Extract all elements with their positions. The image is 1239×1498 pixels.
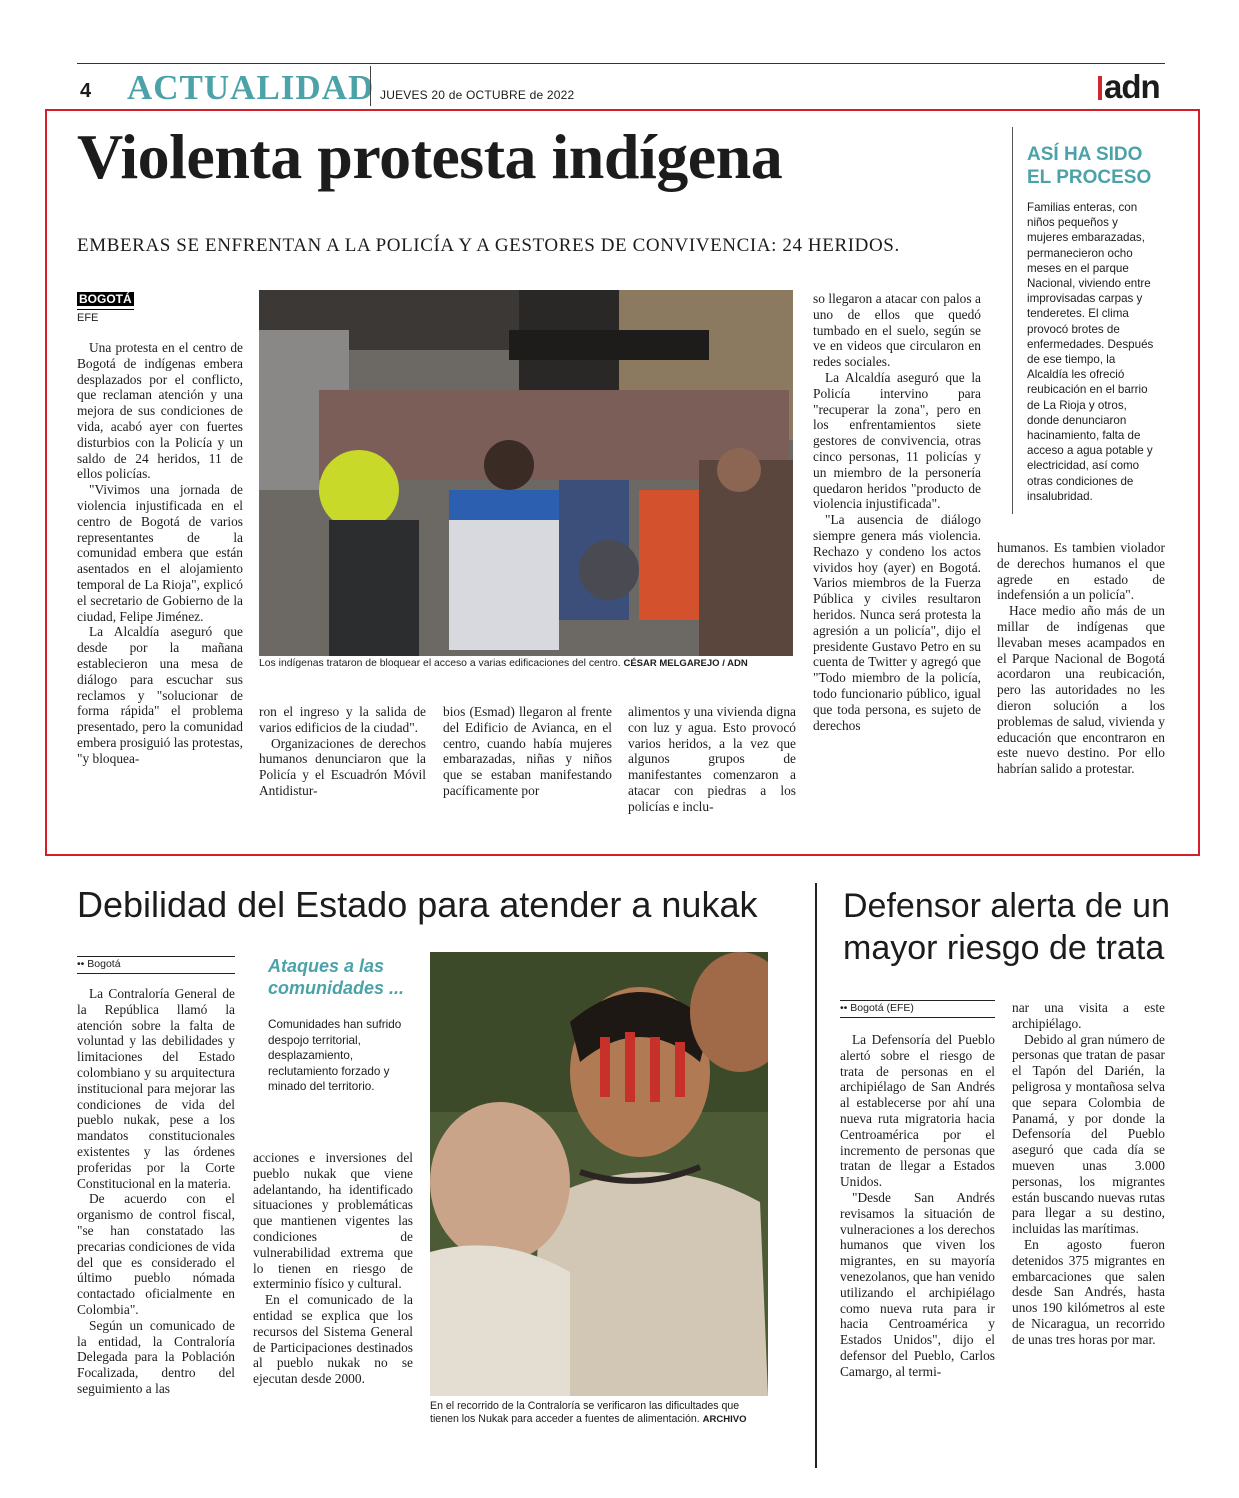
- lead-column-1: [77, 340, 243, 767]
- lead-column-4: [628, 704, 796, 815]
- photo-caption-text: Los indígenas trataron de bloquear el acceso a varias edificaciones del centro.: [259, 658, 621, 669]
- paragraph: "Desde San Andrés revisamos la situación de vulneraciones a los derechos humanos que viven los migrantes, en su mayoría venezolanos, que han venido utilizando el archipiélago como nueva ruta para ir hacia Centroamérica y Estados Unidos", dijo el defensor del Pueblo, Carlos Camargo, al termi-: [840, 1189, 995, 1379]
- story2-rule-bottom: [77, 973, 235, 974]
- story2-byline-text: Bogotá: [87, 958, 121, 970]
- nukak-caption-text: En el recorrido de la Contraloría se verificaron las dificultades que tienen los Nukak para acceder a fuentes de alimentación.: [430, 1400, 740, 1425]
- lead-column-5: [813, 291, 981, 733]
- story3-byline-text: Bogotá (EFE): [850, 1002, 914, 1014]
- story2-sidebar-body: Comunidades han sufrido despojo territorial, desplazamiento, reclutamiento forzado y minado del territorio.: [268, 1018, 402, 1093]
- story3-rule: [840, 1000, 995, 1001]
- paragraph: bios (Esmad) llegaron al frente del Edificio de Avianca, en el centro, cuando había mujeres embarazadas, niñas y niños que se estaban manifestando pacíficamente por: [443, 704, 612, 798]
- story3-column-1: [840, 1032, 995, 1380]
- story3-headline: Defensor alerta de un mayor riesgo de trata: [843, 887, 1170, 967]
- paragraph: La Defensoría del Pueblo alertó sobre el riesgo de trata de personas en el archipiélago de San Andrés al establecerse por ahí una nueva ruta migratoria hacia Centroamérica por el incremento de personas que tratan de llegar a Estados Unidos.: [840, 1032, 995, 1190]
- nukak-credit: ARCHIVO: [702, 1414, 747, 1425]
- byline: EFE: [77, 312, 99, 324]
- paragraph: La Alcaldía aseguró que la Policía intervino para "recuperar la zona", pero en los enfrentamientos siete gestores de convivencia, otras cinco personas, 11 policías y un miembro de la personería quedaron heridos "producto de violencia injustificada".: [813, 369, 981, 512]
- lead-column-6: [997, 540, 1165, 777]
- kicker-rule: [77, 309, 134, 310]
- story2-headline: Debilidad del Estado para atender a nukak: [77, 884, 758, 925]
- paragraph: Una protesta en el centro de Bogotá de indígenas embera desplazados por el conflicto, que reclaman atención y una mejora de sus condiciones de vida, acabó ayer con fuertes disturbios con la Policía y un saldo de 24 heridos, 11 de ellos policías.: [77, 340, 243, 482]
- story2-byline: •• Bogotá: [77, 958, 121, 970]
- paragraph: Debido al gran número de personas que tratan de pasar el Tapón del Darién, la peligrosa y montañosa selva que separa Colombia de Panamá, y por donde la Defensoría del Pueblo aseguró que cada día se mueven unas 3.000 personas, los migrantes están buscando nuevas rutas para llegar a su destino, incluidas las marítimas.: [1012, 1031, 1165, 1237]
- paragraph: humanos. Es tambien violador de derechos humanos el que agrede en estado de indefensión a un policía".: [997, 540, 1165, 603]
- paragraph: nar una visita a este archipiélago.: [1012, 1000, 1165, 1031]
- photo-caption: [259, 658, 793, 669]
- nukak-photo: [430, 952, 768, 1396]
- lead-deck: EMBERAS SE ENFRENTAN A LA POLICÍA Y A GESTORES DE CONVIVENCIA: 24 HERIDOS.: [77, 235, 900, 256]
- paragraph: "La ausencia de diálogo siempre genera más violencia. Rechazo y condeno los actos vividos hoy (ayer) en Bogotá. Varios miembros de la Fuerza Pública y civiles resultaron heridos. Nunca será protesta la agresión a un policía", dijo el presidente Gustavo Petro en su cuenta de Twitter y agregó que "Todo miembro de la policía, todo funcionario público, igual que toda persona, es sujeto de derechos: [813, 512, 981, 733]
- story2-column-2: [253, 1150, 413, 1387]
- newspaper-logo: [1098, 68, 1160, 106]
- issue-date: JUEVES 20 de OCTUBRE de 2022: [380, 88, 575, 102]
- lead-headline: Violenta protesta indígena: [77, 121, 783, 192]
- story3-rule-bottom: [840, 1017, 995, 1018]
- paragraph: alimentos y una vivienda digna con luz y agua. Esto provocó varios heridos, a la vez que algunos grupos de manifestantes comenzaron a atacar con piedras a los policías e inclu-: [628, 704, 796, 814]
- photo-credit: CÉSAR MELGAREJO / ADN: [623, 658, 748, 669]
- header-divider: [370, 66, 371, 106]
- story2-sidebar-title: Ataques a las comunidades ...: [268, 956, 405, 998]
- story3-byline: •• Bogotá (EFE): [840, 1002, 914, 1014]
- nukak-caption: [430, 1400, 768, 1426]
- paragraph: ron el ingreso y la salida de varios edificios de la ciudad".: [259, 704, 426, 735]
- sidebar-title: ASÍ HA SIDO EL PROCESO: [1027, 144, 1152, 188]
- section-title: ACTUALIDAD: [127, 68, 375, 107]
- lead-column-3: [443, 704, 612, 799]
- story2-rule: [77, 956, 235, 957]
- paragraph: Hace medio año más de un millar de indígenas que llevaban meses acampados en el Parque Nacional de Bogotá acordaron una reubicación, pero las autoridades no les dieron solución a los problemas de salud, vivienda y educación que encontraron en este nuevo destino. Por ello habrían salido a protestar.: [997, 603, 1165, 777]
- logo-text: adn: [1104, 68, 1160, 105]
- sidebar-body: Familias enteras, con niños pequeños y mujeres embarazadas, permanecieron ocho meses en el parque Nacional, viviendo entre improvisadas carpas y tenderetes. El clima provocó brotes de enfermedades. Después de ese tiempo, la Alcaldía les ofreció reubicación en el barrio de La Rioja y otros, donde denunciaron hacinamiento, falta de acceso a agua potable y electricidad, así como otras condiciones de insalubridad.: [1027, 201, 1154, 503]
- paragraph: En el comunicado de la entidad se explica que los recursos del Sistema General de Participaciones destinados al pueblo nukak no se ejecutan desde 2000.: [253, 1292, 413, 1387]
- nukak-photo-image: [430, 952, 768, 1396]
- header-rule: [77, 63, 1165, 64]
- lead-column-2: [259, 704, 426, 799]
- paragraph: De acuerdo con el organismo de control fiscal, "se han constatado las precarias condiciones de vida del que es considerado el último pueblo nómada contactado oficialmente en Colombia".: [77, 1191, 236, 1317]
- story2-column-1: [77, 986, 235, 1397]
- location-kicker: BOGOTÁ: [79, 292, 132, 306]
- paragraph: Según un comunicado de la entidad, la Contraloría Delegada para la Población Focalizada, dentro del seguimiento a las: [77, 1317, 235, 1396]
- paragraph: acciones e inversiones del pueblo nukak que viene adelantando, ha identificado situaciones y problemáticas que mantienen vigentes las condiciones de vulnerabilidad extrema que lo tienen en riesgo de exterminio físico y cultural.: [253, 1150, 413, 1292]
- paragraph: "Vivimos una jornada de violencia injustificada en el centro de Bogotá de varios representantes de la comunidad embera que están asentados en el alojamiento temporal de La Rioja", explicó el secretario de Gobierno de la ciudad, Felipe Jiménez.: [77, 482, 243, 624]
- paragraph: Organizaciones de derechos humanos denunciaron que la Policía y el Escuadrón Móvil Antidistur-: [259, 735, 426, 798]
- paragraph: En agosto fueron detenidos 375 migrantes en embarcaciones que salen desde San Andrés, hasta unos 190 kilómetros al este de Nicaragua, un recorrido de unas tres horas por mar.: [1012, 1236, 1165, 1347]
- protest-photo: [259, 290, 793, 656]
- paragraph: so llegaron a atacar con palos a uno de ellos que quedó tumbado en el suelo, según se ve en videos que circularon en redes sociales.: [813, 291, 981, 370]
- column-divider: [815, 883, 817, 1468]
- paragraph: La Contraloría General de la República llamó la atención sobre la falta de voluntad y las debilidades y limitaciones del Estado colombiano y su arquitectura institucional para mejorar las condiciones de vida del pueblo nukak, pese a los mandatos constitucionales existentes y las órdenes proferidas por la Corte Constitucional en la materia.: [77, 986, 235, 1191]
- logo-bar-icon: [1098, 76, 1102, 100]
- protest-photo-image: [259, 290, 793, 656]
- page-number: 4: [80, 80, 92, 102]
- paragraph: La Alcaldía aseguró que desde por la mañana establecieron una mesa de diálogo para escuchar sus reclamos y "solucionar de forma rápida" el problema presentado, pero la comunidad embera prosiguió las protestas, "y bloquea-: [77, 624, 243, 766]
- story3-column-2: [1012, 1000, 1165, 1348]
